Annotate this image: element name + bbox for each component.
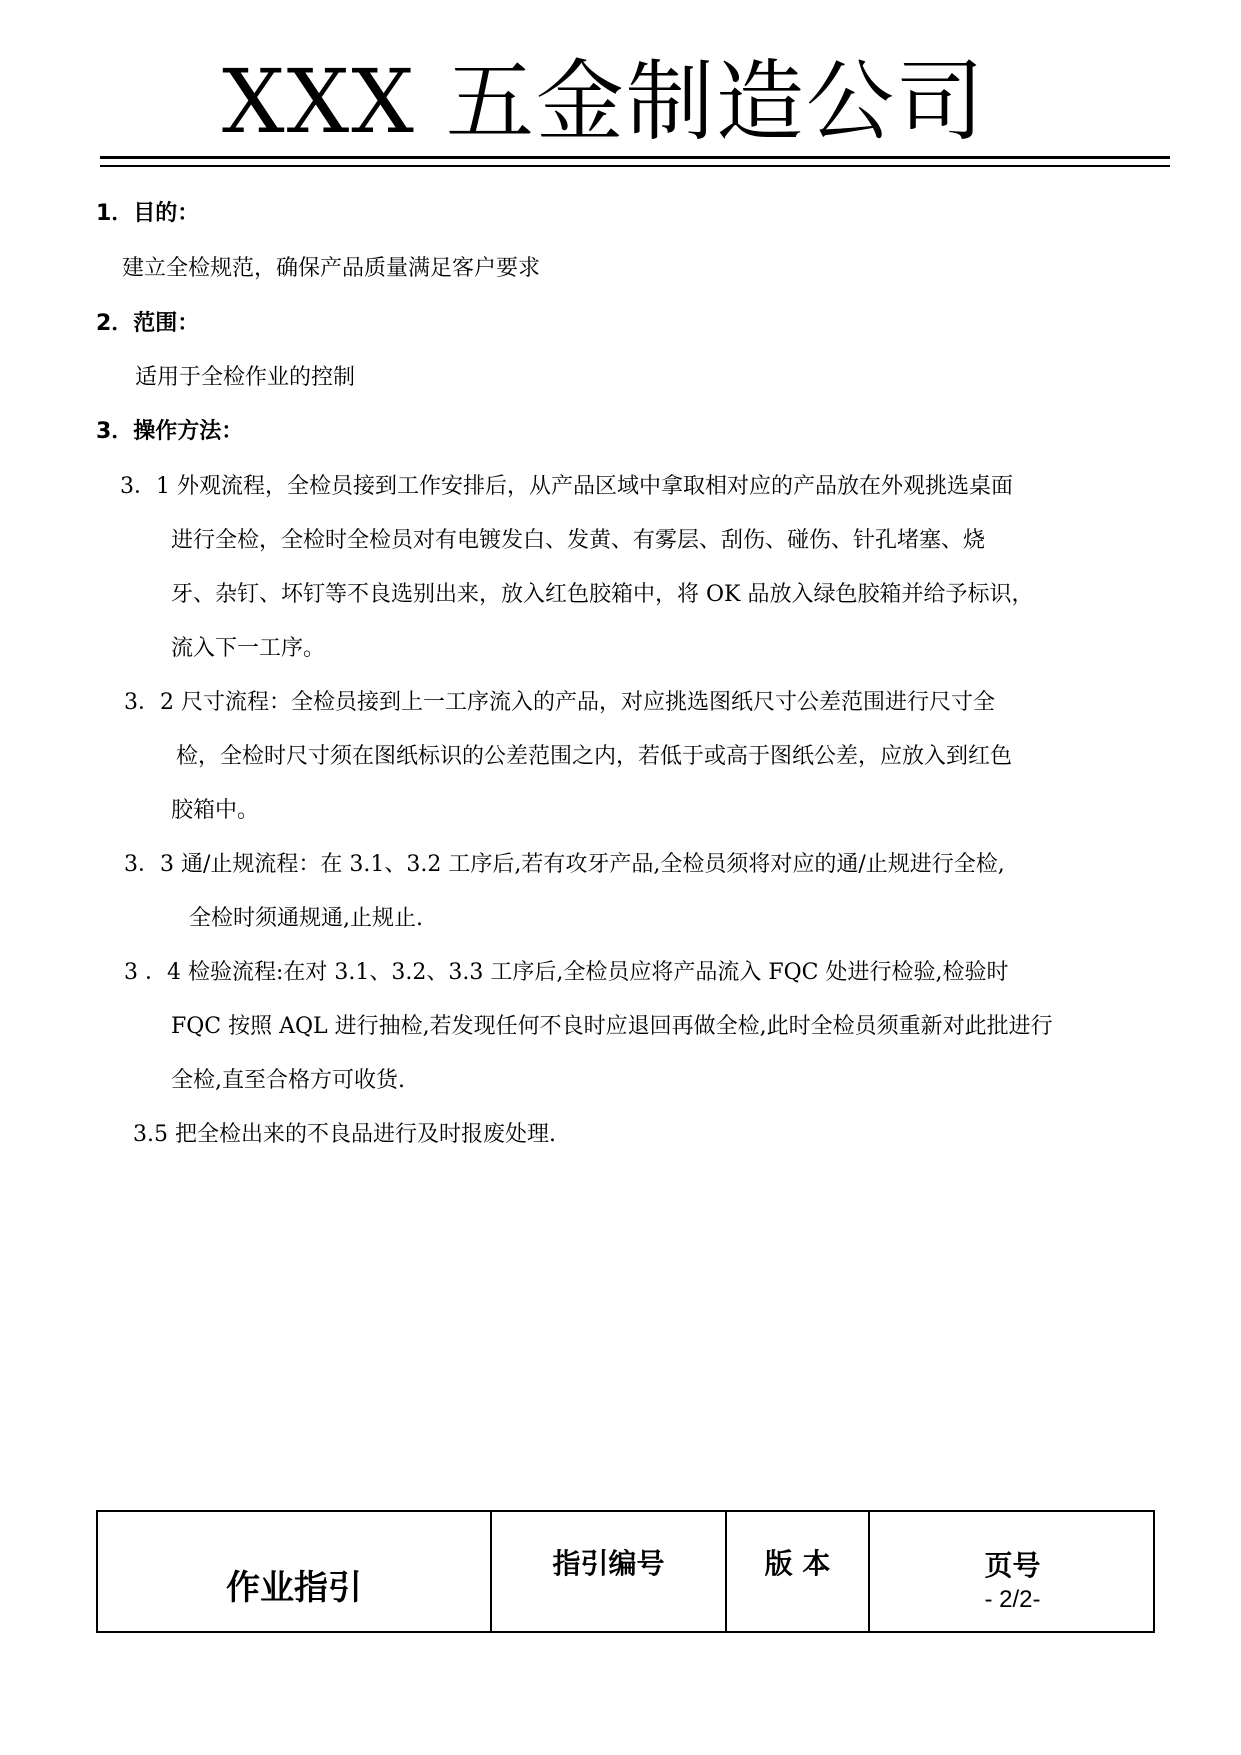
footer-info-table: [96, 1510, 1155, 1633]
section-heading-scope: 2．范围：: [96, 311, 200, 336]
header-rule-thick: [100, 156, 1170, 159]
procedure-3-3-line: 3．3 通/止规流程：在 3.1、3.2 工序后,若有攻牙产品,全检员须将对应的通/止规进行全检,: [124, 852, 1005, 877]
procedure-3-1-line: 牙、杂钉、坏钉等不良选别出来，放入红色胶箱中，将 OK 品放入绿色胶箱并给予标识，: [171, 582, 1034, 607]
procedure-3-4-line: 3 ．4 检验流程:在对 3.1、3.2、3.3 工序后,全检员应将产品流入 FQC 处进行检验,检验时: [124, 960, 1009, 985]
header-rule-thin: [100, 165, 1170, 167]
procedure-3-1-line: 3．1 外观流程，全检员接到工作安排后，从产品区域中拿取相对应的产品放在外观挑选桌面: [120, 474, 1013, 499]
procedure-3-4-line: 全检,直至合格方可收货.: [171, 1068, 405, 1093]
section-heading-method: 3．操作方法：: [96, 419, 244, 444]
section-body-purpose: 建立全检规范，确保产品质量满足客户要求: [122, 256, 541, 281]
version-label: 版 本: [764, 1547, 831, 1580]
footer-cell-version: [725, 1512, 868, 1631]
procedure-3-3-line: 全检时须通规通,止规止.: [189, 906, 423, 931]
company-title: XXX 五金制造公司: [222, 50, 986, 153]
footer-cell-guide-no: [490, 1512, 725, 1631]
procedure-3-1-line: 流入下一工序。: [171, 636, 326, 661]
procedure-3-2-line: 胶箱中。: [171, 798, 260, 823]
page-number: - 2/2-: [984, 1586, 1041, 1613]
guide-number-label: 指引编号: [552, 1547, 665, 1580]
footer-cell-doc-type: [98, 1512, 490, 1631]
doc-type-label: 作业指引: [226, 1568, 362, 1608]
page-label: 页号: [984, 1549, 1041, 1582]
procedure-3-2-line: 3．2 尺寸流程：全检员接到上一工序流入的产品，对应挑选图纸尺寸公差范围进行尺寸全: [124, 690, 995, 715]
procedure-3-4-line: FQC 按照 AQL 进行抽检,若发现任何不良时应退回再做全检,此时全检员须重新对此批进行: [171, 1014, 1053, 1039]
section-body-scope: 适用于全检作业的控制: [135, 365, 356, 390]
footer-cell-page: [868, 1512, 1155, 1631]
procedure-3-5-line: 3.5 把全检出来的不良品进行及时报废处理.: [133, 1122, 556, 1147]
procedure-3-2-line: 检，全检时尺寸须在图纸标识的公差范围之内，若低于或高于图纸公差，应放入到红色: [176, 744, 1013, 769]
procedure-3-1-line: 进行全检，全检时全检员对有电镀发白、发黄、有雾层、刮伤、碰伤、针孔堵塞、烧: [171, 528, 986, 553]
section-heading-purpose: 1．目的：: [96, 201, 200, 226]
